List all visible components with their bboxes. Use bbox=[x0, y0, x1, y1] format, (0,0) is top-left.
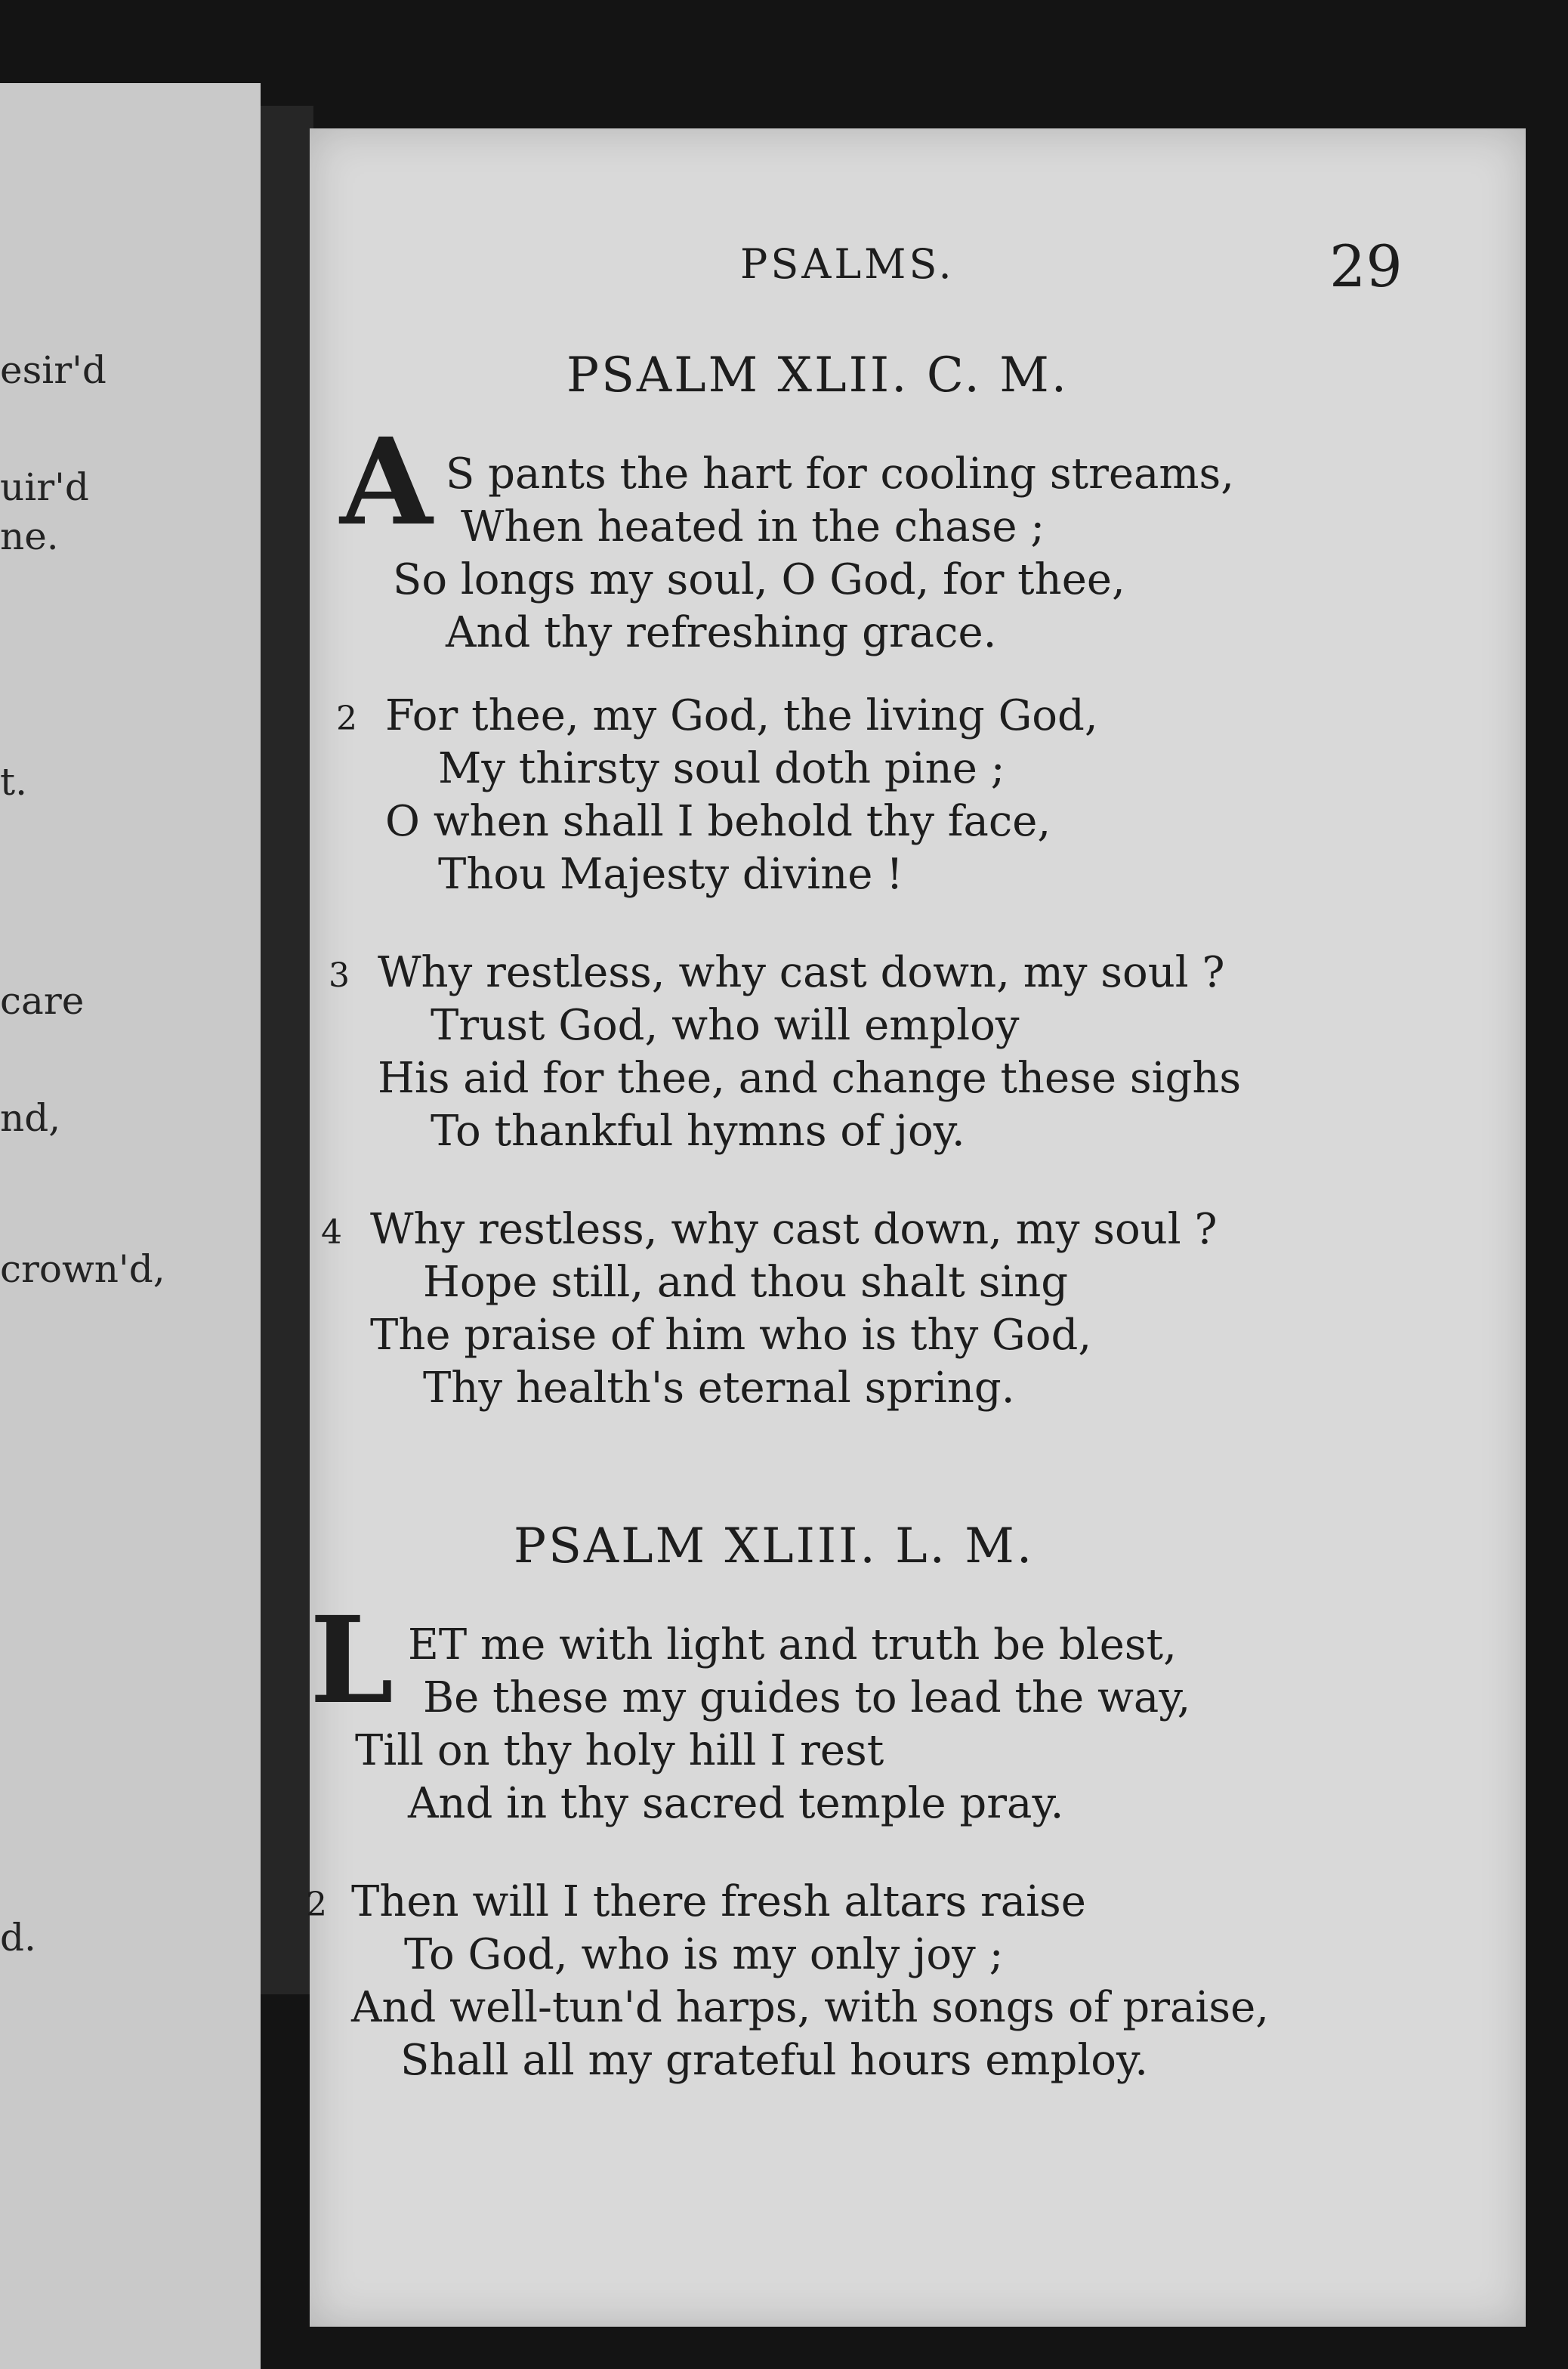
verse-line: Thou Majesty divine ! bbox=[438, 850, 903, 899]
verse-line: To thankful hymns of joy. bbox=[431, 1107, 965, 1156]
verse-line: Why restless, why cast down, my soul ? bbox=[378, 948, 1225, 997]
verse-line: Shall all my grateful hours employ. bbox=[400, 2036, 1149, 2085]
verse-number: 4 bbox=[321, 1213, 342, 1252]
verse-line: Then will I there fresh altars raise bbox=[351, 1877, 1086, 1926]
verse-line: Thy health's eternal spring. bbox=[423, 1364, 1015, 1413]
verse-line: S pants the hart for cooling streams, bbox=[446, 449, 1235, 499]
left-page-fragment: crown'd, bbox=[0, 1247, 165, 1291]
verse-line: When heated in the chase ; bbox=[461, 502, 1045, 551]
verse-line: My thirsty soul doth pine ; bbox=[438, 744, 1005, 793]
verse-line: For thee, my God, the living God, bbox=[385, 691, 1098, 740]
verse-number: 3 bbox=[329, 956, 350, 995]
verse-line: And thy refreshing grace. bbox=[446, 608, 997, 657]
verse-number: 2 bbox=[306, 1886, 327, 1924]
running-head: PSALMS. bbox=[740, 240, 955, 288]
verse-line: O when shall I behold thy face, bbox=[385, 797, 1051, 846]
psalm-42-drop-cap: A bbox=[340, 412, 433, 552]
verse-line: Be these my guides to lead the way, bbox=[423, 1673, 1191, 1722]
left-page-fragment: esir'd bbox=[0, 348, 106, 392]
verse-line: And in thy sacred temple pray. bbox=[408, 1779, 1064, 1828]
verse-line: To God, who is my only joy ; bbox=[404, 1930, 1004, 1979]
verse-line: Trust God, who will employ bbox=[431, 1001, 1020, 1050]
verse-line: ET me with light and truth be blest, bbox=[408, 1620, 1177, 1669]
left-page-fragment: d. bbox=[0, 1916, 36, 1960]
verse-line: Hope still, and thou shalt sing bbox=[423, 1258, 1069, 1307]
left-page-fragment: care bbox=[0, 979, 85, 1023]
psalm-43-title: PSALM XLIII. L. M. bbox=[514, 1518, 1035, 1574]
left-page-fragment: t. bbox=[0, 760, 27, 804]
verse-line: And well-tun'd harps, with songs of praise, bbox=[351, 1983, 1270, 2032]
book-spine-gutter bbox=[261, 106, 313, 1994]
verse-line: The praise of him who is thy God, bbox=[370, 1311, 1092, 1360]
left-page-fragment: uir'd bbox=[0, 465, 89, 509]
verse-line: Why restless, why cast down, my soul ? bbox=[370, 1205, 1218, 1254]
verse-line: His aid for thee, and change these sighs bbox=[378, 1054, 1242, 1103]
left-facing-page bbox=[0, 83, 261, 2369]
page-number: 29 bbox=[1329, 233, 1403, 300]
psalm-43-drop-cap: L bbox=[310, 1591, 394, 1731]
psalm-42-title: PSALM XLII. C. M. bbox=[566, 347, 1070, 403]
verse-line: Till on thy holy hill I rest bbox=[355, 1726, 884, 1775]
verse-line: So longs my soul, O God, for thee, bbox=[393, 555, 1125, 604]
left-page-fragment: nd, bbox=[0, 1096, 61, 1140]
book-page bbox=[306, 128, 1526, 2327]
left-page-fragment: ne. bbox=[0, 514, 59, 558]
verse-number: 2 bbox=[336, 700, 357, 738]
